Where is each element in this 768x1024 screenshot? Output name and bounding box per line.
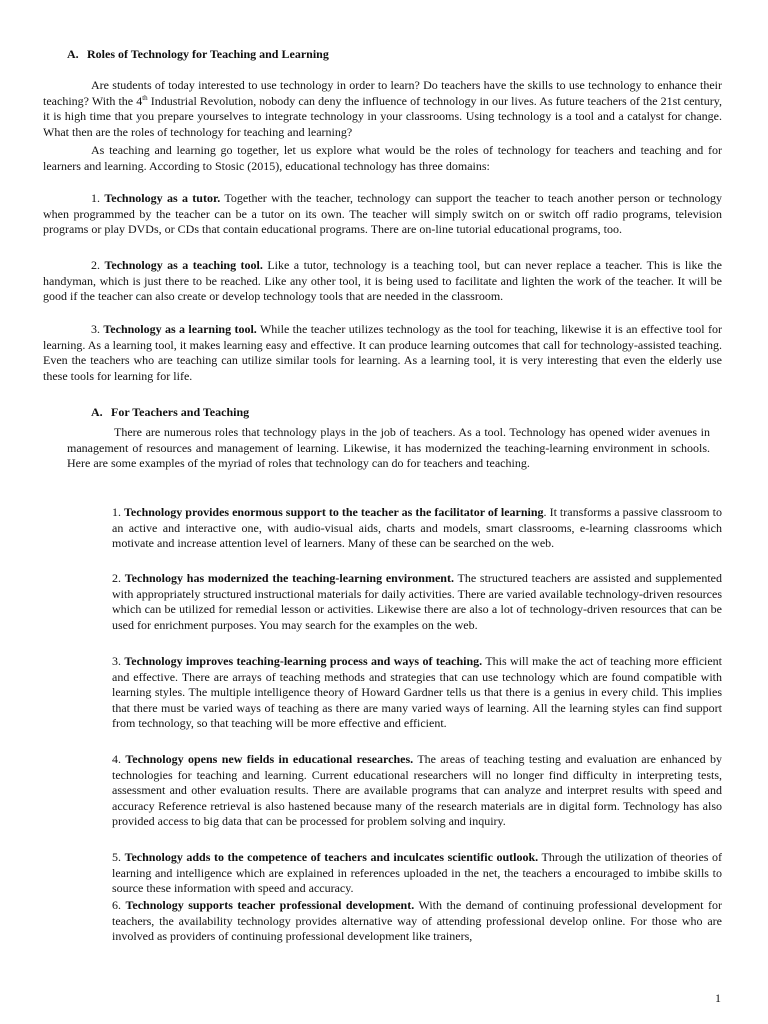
heading-marker: A. bbox=[91, 405, 103, 419]
role-item: 1. Technology provides enormous support to the teacher as the facilitator of learning. It transforms a passive classroom to an active and interactive one, with audio-visual aids, charts and models, smart classrooms, e-learning classrooms which motivate and increase attention level of learners. Many of these can be searched on the web. bbox=[112, 505, 723, 550]
section-heading-teachers bbox=[91, 405, 249, 421]
heading-title: For Teachers and Teaching bbox=[111, 405, 250, 419]
teachers-intro-paragraph: There are numerous roles that technology plays in the job of teachers. As a tool. Technology has opened wider avenues in management of resources and management of learning. Likewise, it has modernized the teaching-learning environment in schools. Here are some examples of the myriad of roles that technology can do for teachers and teaching. bbox=[67, 425, 710, 470]
heading-title: Roles of Technology for Teaching and Learning bbox=[87, 47, 329, 61]
section-heading-roles bbox=[67, 47, 329, 63]
role-item: 5. Technology adds to the competence of teachers and inculcates scientific outlook. Through the utilization of theories of learning and intelligence which are explained in references uploaded in the net, the teachers a encouraged to imbibe skills to source these information with speed and accuracy. bbox=[112, 850, 723, 895]
role-item: 2. Technology has modernized the teaching-learning environment. The structured teachers are assisted and supplemented with appropriately structured instructional materials for daily activities. There are varied available technology-driven resources which can be utilized for remedial lesson or activities. Likewise there are also a lot of technology-driven resources that can be used for enrichment purposes. You may search for the examples on the web. bbox=[112, 571, 723, 632]
role-item: 3. Technology improves teaching-learning process and ways of teaching. This will make the act of teaching more efficient and effective. There are arrays of teaching methods and strategies that can use technology which are found compatible with learning styles. The multiple intelligence theory of Howard Gardner tells us that there is a genius in every child. This implies that there must be varied ways of teaching as there are many varied ways of learning. All the learning styles can find support from technology, so that teaching will be more effective and efficient. bbox=[112, 654, 723, 730]
domain-item: 3. Technology as a learning tool. While the teacher utilizes technology as the tool for teaching, likewise it is an effective tool for learning. As a learning tool, it makes learning easy and effective. It can produce learning outcomes that call for technology-assisted teaching. Even the teachers who are teaching can utilize similar tools for learning. As a learning tool, it is very interesting that even the elderly use these tools for learning for life. bbox=[43, 322, 722, 383]
domain-item: 1. Technology as a tutor. Together with the teacher, technology can support the teacher to teach another person or technology when programmed by the teacher can be a tutor on its own. The teacher will simply switch on or switch off radio programs, television programs or play DVDs, or CDs that contain educational programs. There are on-line tutorial educational programs, too. bbox=[43, 191, 723, 236]
domain-item: 2. Technology as a teaching tool. Like a tutor, technology is a teaching tool, but can never replace a teacher. This is like the handyman, which is just there to be reached. Like any other tool, it is being used to facilitate and lighten the work of the teacher. It will be good if the teacher can also create or develop technology tools that are needed in the classroom. bbox=[43, 258, 723, 303]
role-item: 4. Technology opens new fields in educational researches. The areas of teaching testing and evaluation are enhanced by technologies for teaching and learning. Current educational researchers will no longer find difficulty in interpreting tests, assessment and other evaluation results. There are available programs that can analyze and interpret results with speed and accuracy Reference retrieval is also hastened because many of the research materials are in digital form. Technology has also provided access to big data that can be processed for problem solving and inquiry. bbox=[112, 752, 723, 828]
domains-intro-paragraph: As teaching and learning go together, let us explore what would be the roles of technology for teachers and teaching and for learners and learning. According to Stosic (2015), educational technology has three domains: bbox=[43, 143, 722, 173]
page-number: 1 bbox=[715, 991, 721, 1005]
intro-paragraph: Are students of today interested to use technology in order to learn? Do teachers have the skills to use technology to enhance their teaching? With the 4th Industrial Revolution, nobody can deny the influence of technology in our lives. As future teachers of the 21st century, it is high time that you prepare yourselves to integrate technology in your classrooms. Using technology is a tool and a catalyst for change. What then are the roles of technology for teaching and learning? bbox=[43, 78, 722, 139]
heading-marker: A. bbox=[67, 47, 79, 61]
role-item: 6. Technology supports teacher professional development. With the demand of continuing professional development for teachers, the availability technology provides alternative way of attending professional develop online. For those who are involved as providers of continuing professional development like trainers, bbox=[112, 898, 722, 943]
